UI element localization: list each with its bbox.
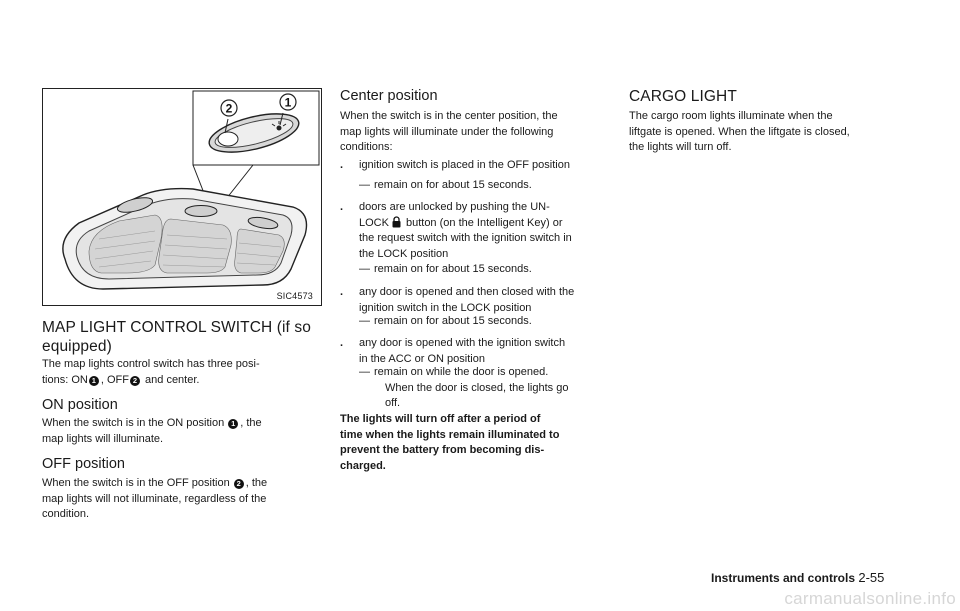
watermark: carmanualsonline.info: [784, 589, 956, 608]
list-sub-item: — remain on for about 15 seconds.: [359, 263, 532, 275]
list-sub-item: — remain on for about 15 seconds.: [359, 179, 532, 191]
lock-icon: [391, 216, 402, 228]
on-position-heading: ON position: [42, 397, 118, 413]
page-number: 2-55: [858, 570, 885, 585]
svg-text:2: 2: [225, 101, 233, 116]
svg-text:1: 1: [284, 95, 292, 110]
battery-warning: The lights will turn off after a period of time when the lights remain illuminated to prevent the battery from becoming dis- charged.: [340, 413, 560, 472]
figure-code: SIC4573: [276, 291, 313, 301]
list-sub-item: — remain on while the door is opened. When the door is closed, the lights go off.: [359, 366, 569, 409]
map-light-intro: The map lights control switch has three posi- tions: ON 1 , OFF 2 and center.: [42, 358, 260, 386]
map-light-figure: [42, 88, 322, 306]
list-item: . any door is opened with the ignition switch in the ACC or ON position: [340, 337, 566, 365]
list-item: . ignition switch is placed in the OFF position: [340, 159, 570, 171]
page-footer: [711, 570, 884, 585]
off-position-text: When the switch is in the OFF position 2 , the map lights will not illuminate, regardless of the condition.: [42, 477, 268, 520]
center-lens: [159, 219, 232, 273]
cargo-light-text: The cargo room lights illuminate when the liftgate is opened. When the liftgate is closed, the lights will turn off.: [629, 110, 850, 153]
callout-2-inline: 2: [130, 376, 140, 386]
center-switch: [185, 206, 217, 217]
overhead-console-illustration: [43, 89, 321, 305]
on-position-text: When the switch is in the ON position 1 , the map lights will illuminate.: [42, 417, 262, 445]
list-item: . doors are unlocked by pushing the UN- LOCK button (on the Intelligent Key) or the request switch with the ignition switch in the LOCK position: [340, 201, 572, 260]
switch-off-side: [218, 132, 238, 146]
off-position-heading: OFF position: [42, 456, 125, 472]
callout-1-inline: 1: [89, 376, 99, 386]
map-light-title: MAP LIGHT CONTROL SWITCH (if so equipped): [42, 319, 311, 355]
footer-section: Instruments and controls: [711, 571, 856, 585]
list-item: . any door is opened and then closed with the ignition switch in the LOCK position: [340, 286, 575, 314]
cargo-light-title: CARGO LIGHT: [629, 88, 737, 105]
center-position-heading: Center position: [340, 88, 438, 104]
center-position-intro: When the switch is in the center position, the map lights will illuminate under the following conditions:: [340, 110, 558, 153]
list-sub-item: — remain on for about 15 seconds.: [359, 315, 532, 327]
